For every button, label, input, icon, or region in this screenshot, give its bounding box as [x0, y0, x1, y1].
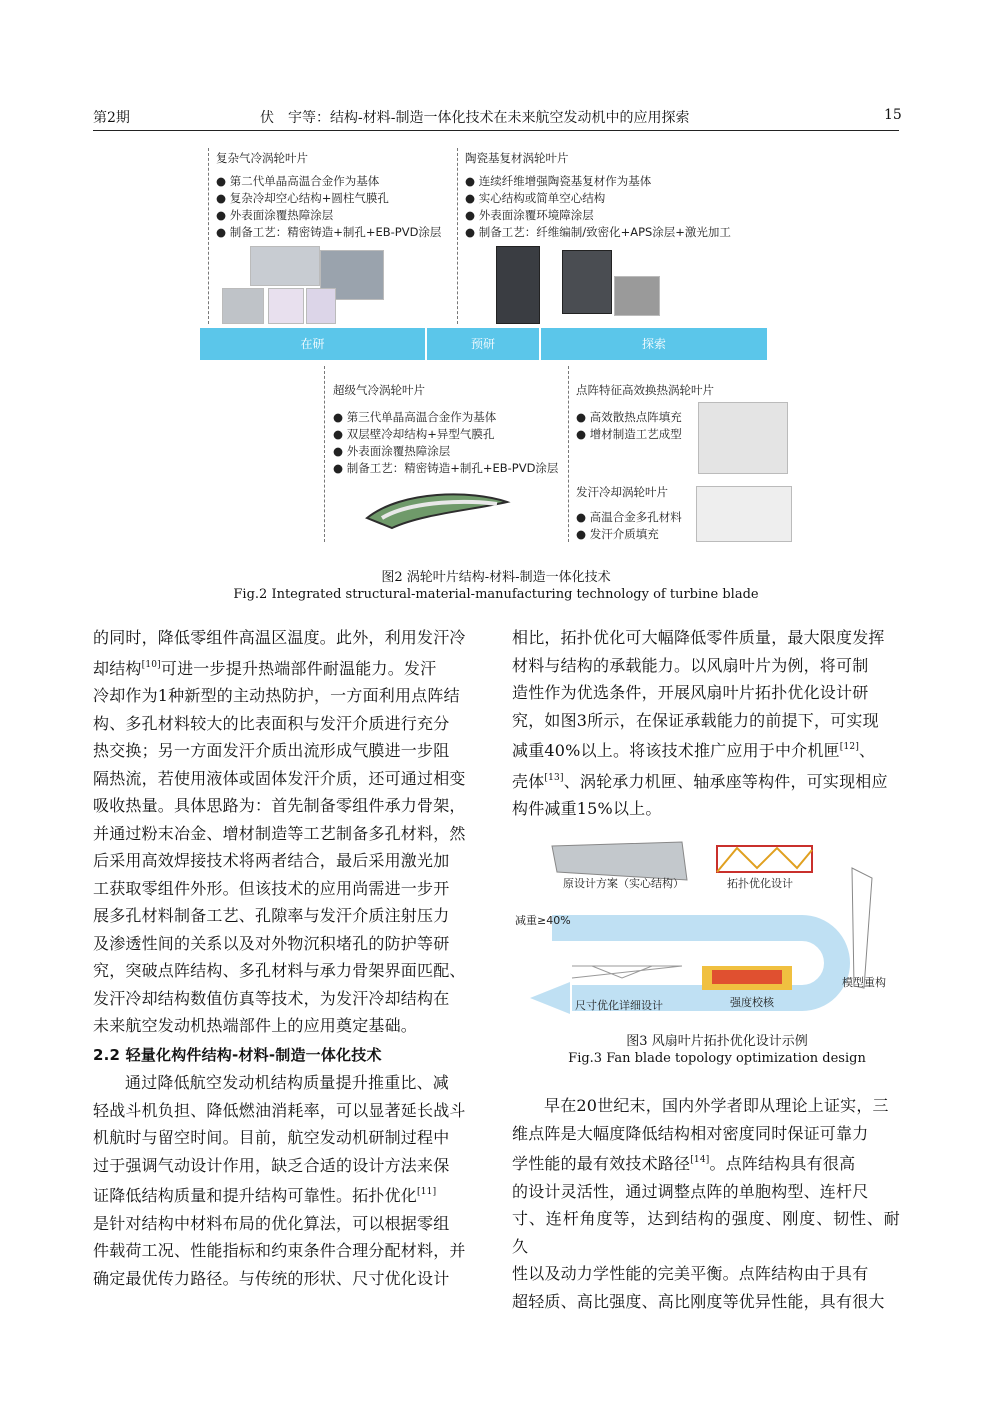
text-line: 相比，拓扑优化可大幅降低零件质量，最大限度发挥 [512, 628, 885, 647]
text-line: 是针对结构中材料布局的优化算法，可以根据零组 [93, 1213, 450, 1233]
panel-item: ● 高温合金多孔材料 [576, 510, 682, 524]
citation: [10] [141, 659, 161, 670]
text-line: 并通过粉末冶金、增材制造等工艺制备多孔材料，然 [93, 823, 466, 843]
text-line: 壳体[13]、涡轮承力机匣、轴承座等构件，可实现相应 [512, 771, 888, 791]
timeline-exploration: 探索 [641, 337, 666, 351]
text-line: 及渗透性间的关系以及对外物沉积堵孔的防护等研 [93, 933, 450, 953]
label-weight-reduction: 减重≥40% [515, 914, 571, 927]
header-rule [93, 130, 899, 131]
fig2-panel-cmc [465, 150, 765, 241]
fig2-caption-cn: 图2 涡轮叶片结构-材料-制造一体化技术 [381, 570, 611, 585]
label-size-optimization: 尺寸优化详细设计 [575, 999, 663, 1012]
reconstructed-model-image [852, 868, 872, 988]
panel-item: ● 外表面涂覆热障涂层 [333, 444, 451, 458]
text-line: 却结构[10]可进一步提升热端部件耐温能力。发汗 [93, 658, 437, 678]
panel-item: ● 制备工艺：精密铸造+制孔+EB-PVD涂层 [333, 461, 559, 475]
text-line: 机航时与留空时间。目前，航空发动机研制过程中 [93, 1128, 450, 1147]
section-heading: 2.2 轻量化构件结构-材料-制造一体化技术 [93, 1045, 382, 1064]
text-line: 件载荷工况、性能指标和约束条件合理分配材料，并 [93, 1241, 466, 1260]
double-wall-blade-image [362, 488, 512, 530]
panel-item: ● 第三代单晶高温合金作为基体 [333, 410, 497, 424]
label-strength-check: 强度校核 [730, 996, 774, 1009]
text-line: 展多孔材料制备工艺、孔隙率与发汗介质注射压力 [93, 906, 450, 925]
panel-item: ● 增材制造工艺成型 [576, 427, 682, 441]
size-optimization-image [572, 966, 682, 978]
cmc-layup-image [562, 250, 612, 314]
panel-item: ● 复杂冷却空心结构+圆柱气膜孔 [216, 191, 389, 205]
citation: [14] [690, 1155, 710, 1165]
text-line: 学性能的最有效技术路径[14]。点阵结构具有很高 [512, 1154, 856, 1173]
panel-item: ● 实心结构或简单空心结构 [465, 191, 606, 205]
panel-title: 复杂气冷涡轮叶片 [216, 151, 308, 165]
right-column [512, 624, 900, 823]
citation: [11] [417, 1187, 437, 1197]
panel-item: ● 制备工艺：精密铸造+制孔+EB-PVD涂层 [216, 225, 442, 239]
panel-title: 陶瓷基复材涡轮叶片 [465, 151, 569, 165]
blade-image [250, 246, 320, 286]
text-line: 过于强调气动设计作用，缺乏合适的设计方法来保 [93, 1155, 450, 1175]
issue-number: 第2期 [93, 110, 130, 126]
text-line: 未来航空发动机热端部件上的应用奠定基础。 [93, 1016, 418, 1035]
left-column [93, 624, 481, 1292]
text-line: 究，如图3所示，在保证承载能力的前提下，可实现 [512, 710, 879, 730]
text-line: 材料与结构的承载能力。以风扇叶片为例，将可制 [512, 655, 869, 675]
fig2-panel-complex-cooled [216, 150, 454, 241]
fiber-microstructure-image [614, 276, 660, 316]
technology-timeline [200, 328, 767, 360]
transpiration-blade-image [696, 486, 792, 542]
panel-title: 点阵特征高效换热涡轮叶片 [576, 383, 714, 397]
fig2-divider-bottom-mid [568, 366, 569, 542]
text-line: 的设计灵活性，通过调整点阵的单胞构型、连杆尺 [512, 1181, 869, 1201]
text-line: 确定最优传力路径。与传统的形状、尺寸优化设计 [93, 1268, 450, 1288]
text-line: 维点阵是大幅度降低结构相对密度同时保证可靠力 [512, 1123, 869, 1143]
text-line: 轻战斗机负担、降低燃油消耗率，可以显著延长战斗 [93, 1100, 466, 1120]
panel-item: ● 发汗介质填充 [576, 527, 659, 541]
text-line: 通过降低航空发动机结构质量提升推重比、减 [125, 1073, 450, 1092]
arrow-head [530, 982, 570, 1014]
fig3-caption-en: Fig.3 Fan blade topology optimization design [568, 1051, 866, 1066]
text-line: 寸、连杆角度等，达到结构的强度、刚度、韧性、耐久 [512, 1209, 900, 1256]
citation: [12] [839, 742, 860, 752]
panel-item: ● 第二代单晶高温合金作为基体 [216, 174, 380, 188]
text-line: 工获取零组件外形。但该技术的应用尚需进一步开 [93, 878, 450, 898]
workflow-arrow [552, 928, 837, 998]
label-model-reconstruction: 模型重构 [842, 976, 886, 989]
lattice-blade-image [698, 402, 788, 474]
panel-item: ● 外表面涂覆热障涂层 [216, 208, 334, 222]
film-hole-image [268, 288, 304, 324]
fig3-caption-cn: 图3 风扇叶片拓扑优化设计示例 [626, 1034, 808, 1049]
text-line: 减重40%以上。将该技术推广应用于中介机匣[12]、 [512, 741, 876, 760]
text-line: 的同时，降低零组件高温区温度。此外，利用发汗冷 [93, 628, 466, 647]
panel-item: ● 外表面涂覆环境障涂层 [465, 208, 594, 222]
label-original-design: 原设计方案（实心结构） [563, 877, 684, 890]
text-line: 冷却作为1种新型的主动热防护，一方面利用点阵结 [93, 686, 460, 705]
text-line: 后采用高效焊接技术将两者结合，最后采用激光加 [93, 851, 450, 870]
page-number: 15 [884, 107, 902, 123]
timeline-in-development: 在研 [300, 337, 325, 351]
running-title: 伏 宇等：结构-材料-制造一体化技术在未来航空发动机中的应用探索 [260, 110, 690, 126]
text-line: 发汗冷却结构数值仿真等技术，为发汗冷却结构在 [93, 988, 450, 1008]
panel-item: ● 制备工艺：纤维编制/致密化+APS涂层+激光加工 [465, 225, 731, 239]
text-line: 隔热流，若使用液体或固体发汗介质，还可通过相变 [93, 768, 466, 788]
panel-item: ● 高效散热点阵填充 [576, 410, 682, 424]
fig2-divider-bottom-left [324, 366, 325, 542]
text-line: 构、多孔材料较大的比表面积与发汗介质进行充分 [93, 713, 450, 733]
text-line: 究，突破点阵结构、多孔材料与承力骨架界面匹配、 [93, 961, 466, 980]
timeline-pre-research: 预研 [470, 337, 495, 351]
text-line: 超轻质、高比强度、高比刚度等优异性能，具有很大 [512, 1291, 885, 1311]
panel-title: 发汗冷却涡轮叶片 [576, 485, 668, 499]
right-column-lower [512, 1092, 900, 1315]
fig2-panel-super-cooled [333, 382, 565, 477]
panel-item: ● 连续纤维增强陶瓷基复材作为基体 [465, 174, 652, 188]
panel-title: 超级气冷涡轮叶片 [333, 383, 425, 397]
text-line: 热交换；另一方面发汗介质出流形成气膜进一步阻 [93, 741, 450, 760]
panel-item: ● 双层壁冷却结构+异型气膜孔 [333, 427, 495, 441]
text-line: 早在20世纪末，国内外学者即从理论上证实，三 [544, 1096, 889, 1115]
text-line: 证降低结构质量和提升结构可靠性。拓扑优化[11] [93, 1186, 437, 1205]
fig2-caption-en: Fig.2 Integrated structural-material-manufacturing technology of turbine blade [233, 587, 759, 602]
text-line: 性以及动力学性能的完美平衡。点阵结构由于具有 [512, 1264, 869, 1283]
text-line: 吸收热量。具体思路为：首先制备零组件承力骨架， [93, 796, 466, 815]
cmc-blade-image [496, 246, 540, 324]
film-hole-image [306, 288, 336, 324]
label-topology-design: 拓扑优化设计 [727, 877, 793, 890]
text-line: 造性作为优选条件，开展风扇叶片拓扑优化设计研 [512, 683, 869, 702]
citation: [13] [544, 772, 564, 783]
blade-image [222, 288, 264, 324]
text-line: 构件减重15%以上。 [512, 799, 662, 818]
